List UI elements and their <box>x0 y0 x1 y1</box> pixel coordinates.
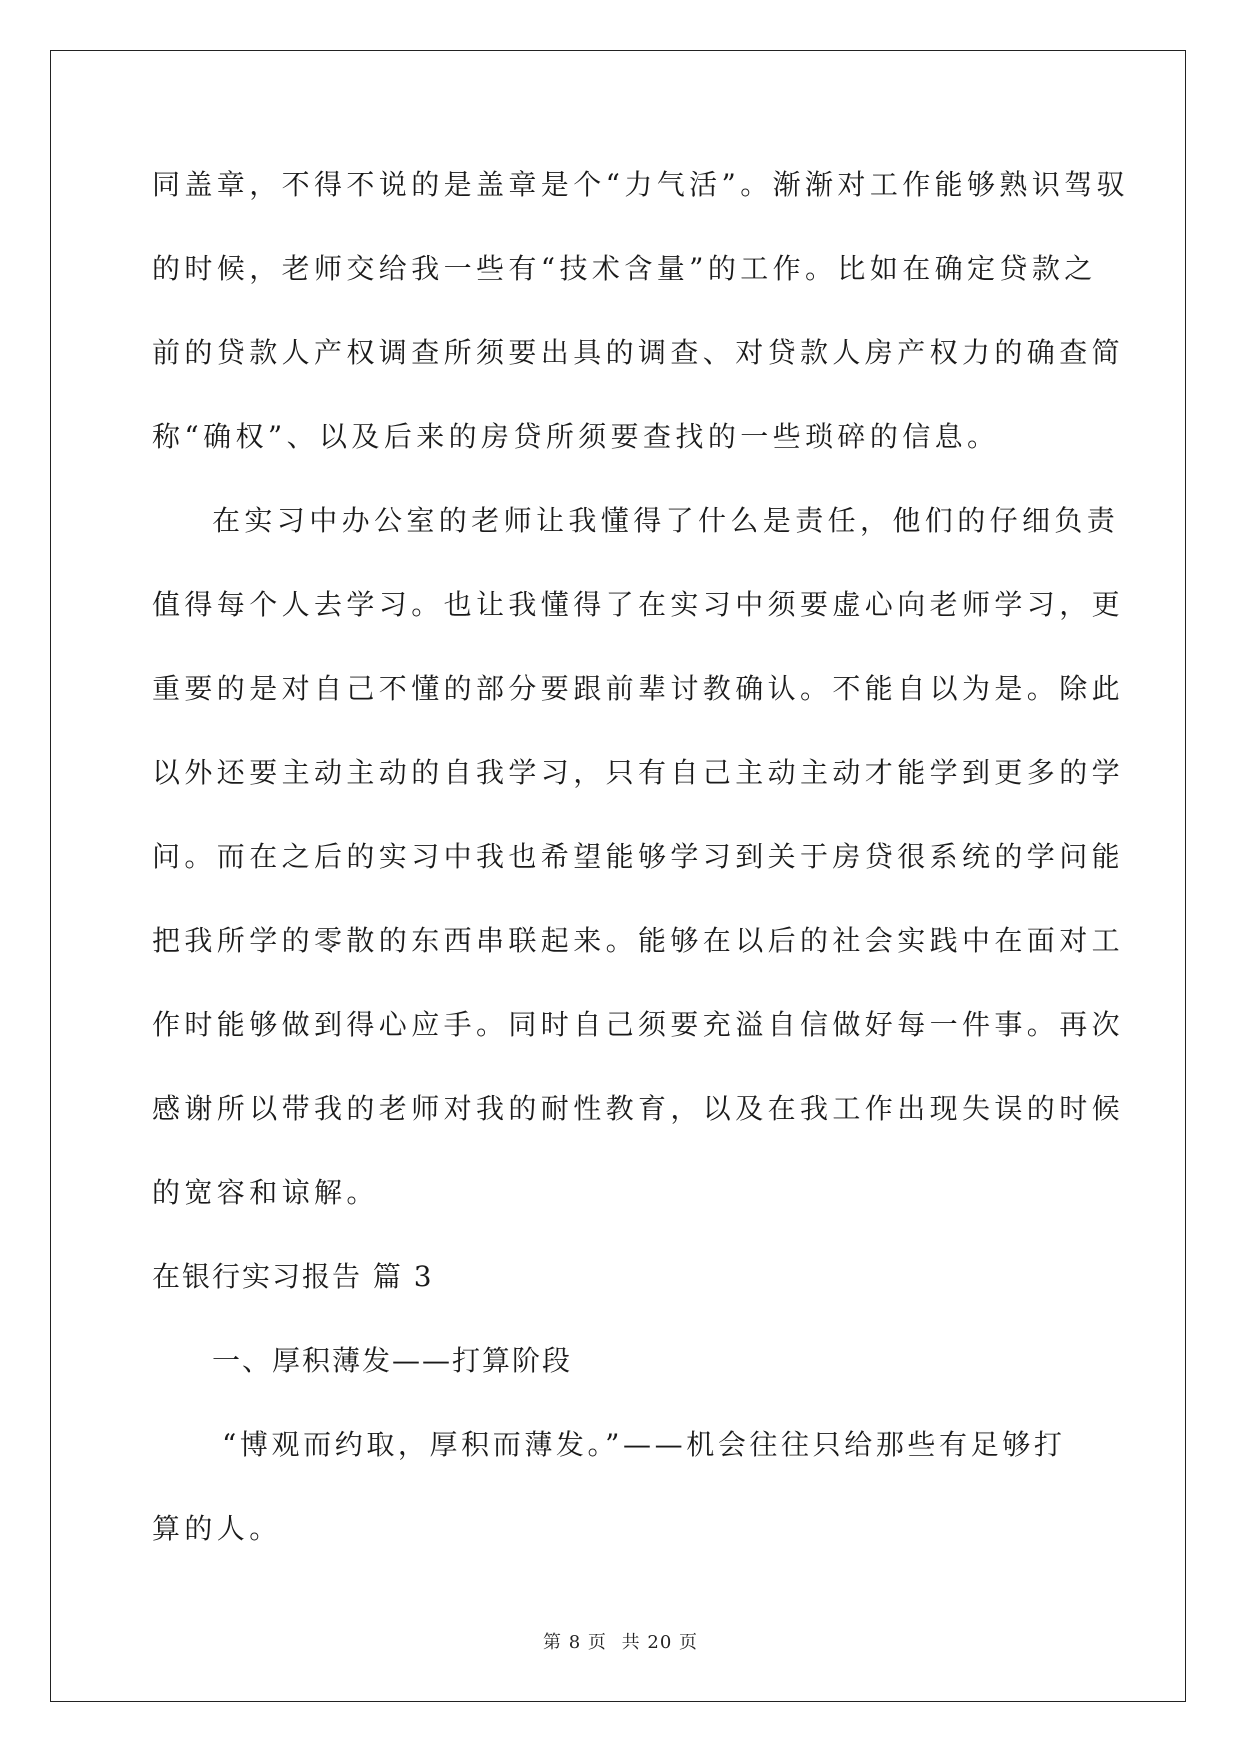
text-line: 算的人。 <box>152 1512 282 1545</box>
subheading: 一、厚积薄发——打算阶段 <box>212 1344 573 1377</box>
page-total: 共 20 页 <box>621 1632 698 1653</box>
paragraph-2 <box>152 496 1125 1252</box>
text-line: “博观而约取，厚积而薄发。”——机会往往只给那些有足够打 <box>222 1428 1066 1461</box>
text-line: 感谢所以带我的老师对我的耐性教育，以及在我工作出现失误的时候 <box>152 1092 1125 1125</box>
text-line: 的宽容和谅解。 <box>152 1176 379 1209</box>
paragraph-1 <box>152 160 1130 496</box>
text-line: 同盖章，不得不说的是盖章是个“力气活”。渐渐对工作能够熟识驾驭 <box>152 168 1130 201</box>
text-line: 值得每个人去学习。也让我懂得了在实习中须要虚心向老师学习，更 <box>152 588 1125 621</box>
text-line: 前的贷款人产权调查所须要出具的调查、对贷款人房产权力的确查简 <box>152 336 1125 369</box>
document-body <box>152 160 1130 1588</box>
text-line: 把我所学的零散的东西串联起来。能够在以后的社会实践中在面对工 <box>152 924 1125 957</box>
text-line: 重要的是对自己不懂的部分要跟前辈讨教确认。不能自以为是。除此 <box>152 672 1125 705</box>
text-line: 在实习中办公室的老师让我懂得了什么是责任，他们的仔细负责 <box>212 504 1120 537</box>
text-line: 称“确权”、以及后来的房贷所须要查找的一些琐碎的信息。 <box>152 420 1000 453</box>
text-line: 作时能够做到得心应手。同时自己须要充溢自信做好每一件事。再次 <box>152 1008 1125 1041</box>
page-number: 第 8 页 <box>543 1632 607 1653</box>
text-line: 问。而在之后的实习中我也希望能够学习到关于房贷很系统的学问能 <box>152 840 1125 873</box>
page-footer <box>0 1628 1241 1654</box>
paragraph-3 <box>152 1420 1092 1588</box>
section-title: 在银行实习报告 篇 3 <box>152 1260 434 1293</box>
text-line: 的时候，老师交给我一些有“技术含量”的工作。比如在确定贷款之 <box>152 252 1097 285</box>
text-line: 以外还要主动主动的自我学习，只有自己主动主动才能学到更多的学 <box>152 756 1125 789</box>
